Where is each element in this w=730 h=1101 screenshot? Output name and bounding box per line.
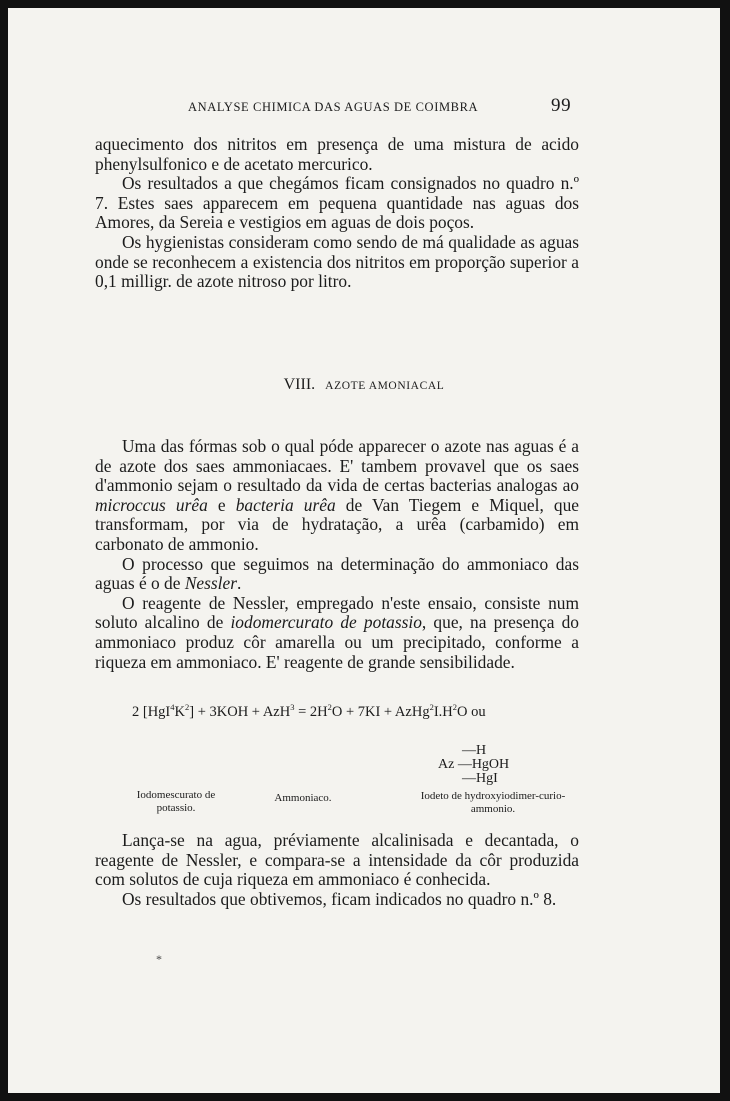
chemical-equation: 2 $[HgI^4K^2] + 3KOH + AzH^3 = 2H^2O + 7KI$ + $AzHg^2I.H^2O$ ou [132, 702, 486, 720]
paragraph: Os resultados que obtivemos, ficam indicados no quadro n.º 8. [122, 888, 557, 909]
section-title: AZOTE AMONIACAL [325, 380, 445, 392]
paragraph: aquecimento dos nitritos em presença de uma mistura de acido phenylsulfonico e de acetato mercurico. [95, 134, 579, 174]
caption-product: Iodeto de hydroxyiodimer-curio-ammonio. [420, 790, 566, 815]
text-block-nitritos [95, 135, 579, 292]
printer-mark: * [156, 952, 162, 966]
structural-formula: —H Az —HgOH —HgI [438, 743, 510, 786]
paragraph: Os hygienistas consideram como sendo de má qualidade as aguas onde se reconhecem a existencia dos nitritos em proporção superior a 0,1 milligr. de azote nitroso por litro. [95, 231, 579, 292]
caption-reagent: Iodomescurato de potassio. [136, 789, 216, 814]
paragraph: O reagente de Nessler, empregado n'este ensaio, consiste num soluto alcalino de iodomercurato de potassio, que, na presença do ammoniaco produz côr amarella ou um precipitado, conforme a riqueza em ammoniaco. E' reagente de grande sensibilidade. [95, 592, 580, 672]
paragraph: Lança-se na agua, préviamente alcalinisada e decantada, o reagente de Nessler, e compara-se a intensidade da côr produzida com solutos de cuja riqueza em ammoniaco é conhecida. [95, 830, 579, 890]
page-number: 99 [551, 95, 572, 116]
section-numeral: VIII. [283, 376, 316, 393]
caption-ammonia: Ammoniaco. [274, 792, 332, 804]
paragraph: O processo que seguimos na determinação do ammoniaco das aguas é o de Nessler. [95, 553, 579, 594]
text-block-azote [95, 437, 579, 672]
paragraph: Uma das fórmas sob o qual póde apparecer o azote nas aguas é a de azote dos saes ammoniacaes. E' tambem provavel que os saes d'ammonio sejam o resultado da vida de certas bacterias analogas ao microccus urêa e bacteria urêa de Van Tiegem e Miquel, que transformam, por via de hydratação, a urêa (carbamido) em carbonato de ammonio. [95, 436, 579, 554]
running-title: ANALYSE CHIMICA DAS AGUAS DE COIMBRA [188, 100, 479, 114]
text-block-procedure [95, 831, 579, 909]
section-heading [8, 376, 720, 394]
paragraph: Os resultados a que chegámos ficam consignados no quadro n.º 7. Estes saes apparecem em pequena quantidade nas aguas dos Amores, da Sereia e vestigios em aguas de dois poços. [95, 173, 579, 233]
book-page [8, 8, 720, 1093]
